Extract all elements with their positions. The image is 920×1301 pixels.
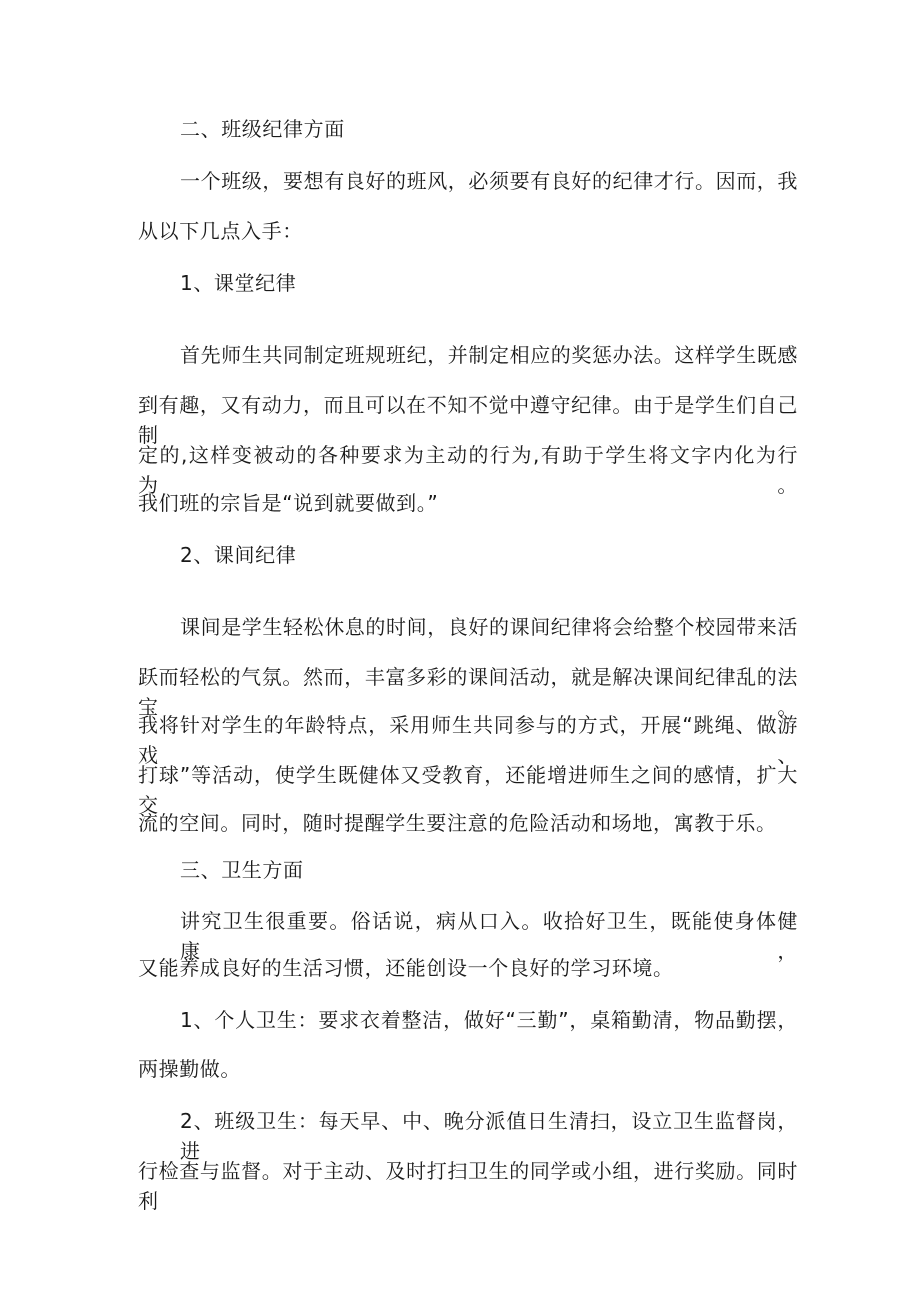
- paragraph-line: 我将针对学生的年龄特点，采用师生共同参与的方式，开展“跳绳、做游戏、: [138, 713, 798, 767]
- paragraph-line: 跃而轻松的气氛。然而，丰富多彩的课间活动，就是解决课间纪律乱的法宝。: [138, 665, 798, 719]
- subheading-classroom-discipline: 1、课堂纪律: [180, 271, 297, 295]
- paragraph-line: 首先师生共同制定班规班纪，并制定相应的奖惩办法。这样学生既感: [180, 343, 798, 367]
- paragraph-line: 从以下几点入手：: [138, 219, 303, 243]
- paragraph-line: 讲究卫生很重要。俗话说，病从口入。收拾好卫生，既能使身体健康，: [180, 909, 798, 963]
- subheading-break-discipline: 2、课间纪律: [180, 543, 297, 567]
- paragraph-line: 两操勤做。: [138, 1057, 241, 1081]
- paragraph-line: 1、个人卫生：要求衣着整洁，做好“三勤”，桌箱勤清，物品勤摆，: [180, 1008, 798, 1032]
- paragraph-line: 打球”等活动，使学生既健体又受教育，还能增进师生之间的感情，扩大交: [138, 763, 798, 817]
- paragraph-line: 一个班级，要想有良好的班风，必须要有良好的纪律才行。因而，我: [180, 169, 798, 193]
- paragraph-line: 2、班级卫生：每天早、中、晚分派值日生清扫，设立卫生监督岗，进: [180, 1109, 798, 1163]
- section-heading-hygiene: 三、卫生方面: [180, 858, 304, 882]
- paragraph-line: 又能养成良好的生活习惯，还能创设一个良好的学习环境。: [138, 956, 674, 980]
- section-heading-discipline: 二、班级纪律方面: [180, 117, 345, 141]
- paragraph-line: 到有趣，又有动力，而且可以在不知不觉中遵守纪律。由于是学生们自己制: [138, 393, 798, 447]
- paragraph-line: 我们班的宗旨是“说到就要做到。”: [138, 491, 439, 515]
- paragraph-line: 流的空间。同时，随时提醒学生要注意的危险活动和场地，寓教于乐。: [138, 811, 777, 835]
- paragraph-line: 行检查与监督。对于主动、及时打扫卫生的同学或小组，进行奖励。同时利: [138, 1159, 798, 1213]
- paragraph-line: 定的,这样变被动的各种要求为主动的行为,有助于学生将文字内化为行为。: [138, 443, 798, 497]
- paragraph-line: 课间是学生轻松休息的时间，良好的课间纪律将会给整个校园带来活: [180, 615, 798, 639]
